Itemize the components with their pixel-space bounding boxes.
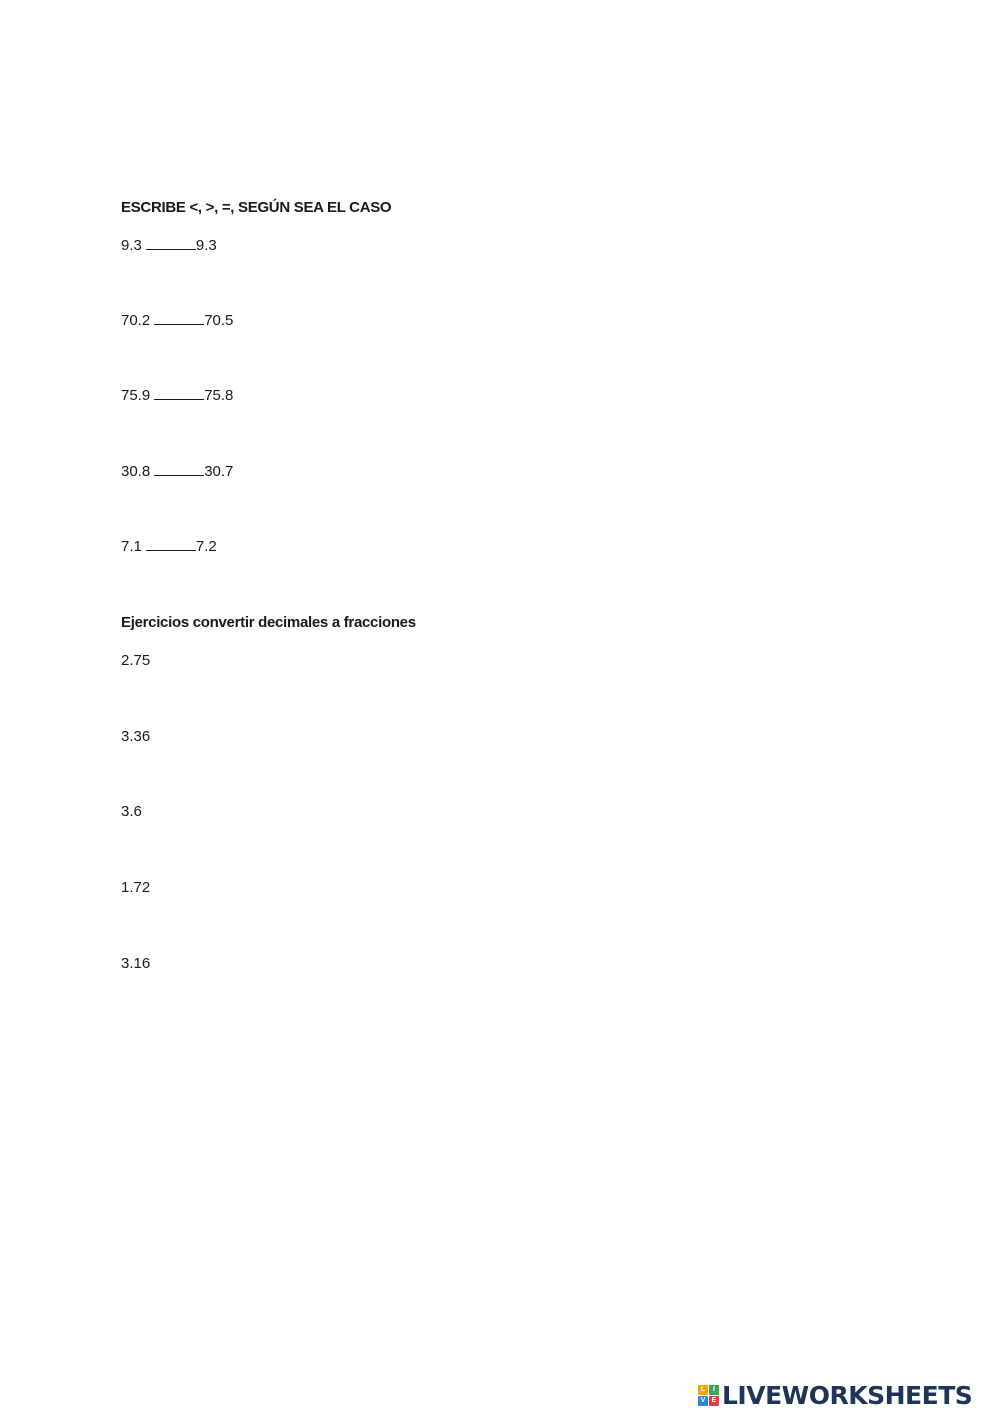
comparison-right-value: 7.2: [195, 538, 217, 555]
answer-blank[interactable]: [154, 387, 204, 400]
decimal-item-1: 2.75: [121, 652, 151, 669]
answer-blank[interactable]: [154, 312, 204, 325]
comparison-right-value: 70.5: [204, 312, 234, 329]
logo-mark-tile: V: [698, 1396, 708, 1406]
comparison-item-3: [121, 387, 233, 404]
logo-mark-tile: L: [698, 1385, 708, 1395]
decimal-item-3: 3.6: [121, 803, 142, 820]
decimal-item-4: 1.72: [121, 879, 151, 896]
comparison-left-value: 30.8: [121, 463, 151, 480]
decimal-item-2: 3.36: [121, 728, 151, 745]
comparison-item-4: [121, 463, 233, 480]
answer-blank[interactable]: [154, 463, 204, 476]
logo-mark-icon: [698, 1385, 719, 1406]
comparison-right-value: 30.7: [204, 463, 234, 480]
liveworksheets-logo: [698, 1380, 972, 1410]
answer-blank[interactable]: [146, 237, 196, 250]
comparison-item-5: [121, 538, 217, 555]
comparison-left-value: 70.2: [121, 312, 151, 329]
comparison-left-value: 7.1: [121, 538, 142, 555]
comparison-heading: ESCRIBE <, >, =, SEGÚN SEA EL CASO: [121, 199, 392, 216]
comparison-right-value: 75.8: [204, 387, 234, 404]
answer-blank[interactable]: [146, 538, 196, 551]
logo-text: LIVEWORKSHEETS: [722, 1380, 973, 1410]
comparison-item-1: [121, 237, 217, 254]
logo-mark-tile: I: [709, 1385, 719, 1395]
comparison-left-value: 75.9: [121, 387, 151, 404]
comparison-right-value: 9.3: [195, 237, 217, 254]
logo-mark-tile: E: [709, 1396, 719, 1406]
fractions-heading: Ejercicios convertir decimales a fracciones: [121, 614, 416, 631]
decimal-item-5: 3.16: [121, 955, 151, 972]
comparison-left-value: 9.3: [121, 237, 142, 254]
comparison-item-2: [121, 312, 233, 329]
